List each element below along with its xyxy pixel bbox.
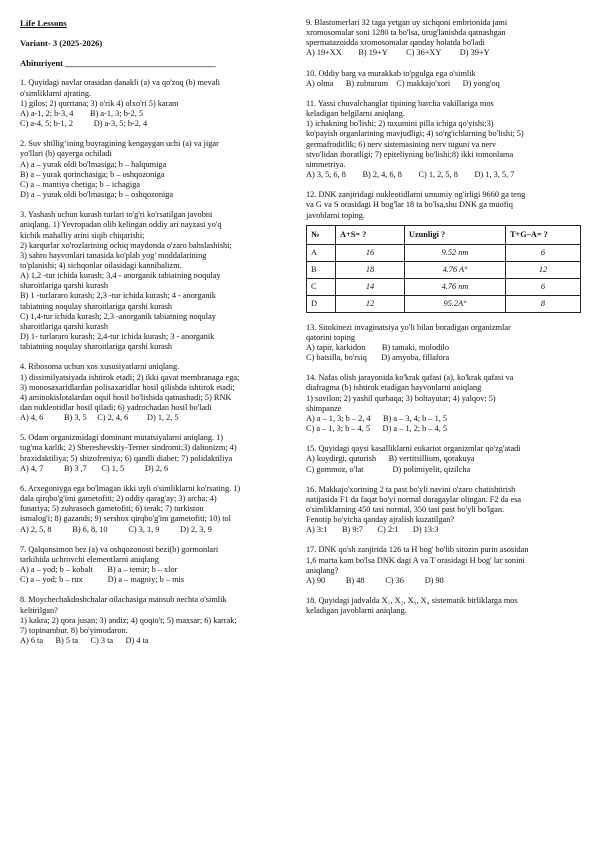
- question-text: 8. Moychechakdoshchalar oilachasiga mansub nechta o'simlik: [20, 595, 227, 605]
- question-block: [306, 18, 582, 59]
- question-text: 4. Ribosoma uchun xos xususiyatlarni aniqlang.: [20, 362, 180, 372]
- table-row: [307, 244, 581, 261]
- table-header-cell: Uzunligi ?: [405, 225, 506, 244]
- table-row: [307, 261, 581, 278]
- question-line: sharoitlariga qarshi kurash: [20, 321, 109, 331]
- question-text: 14. Nafas olish jarayonida ko'krak qafasi (a), ko'krak qafasi va: [306, 373, 514, 383]
- question-line: germafroditlik; 6) nerv sistemasining nerv tuguni va nerv: [306, 139, 497, 149]
- option-letter-cell: D: [307, 295, 336, 312]
- question-block: [306, 444, 582, 474]
- question-text: 1. Quyidagi navlar orasidan danakli (a) va qo'zoq (b) mevali: [20, 78, 221, 88]
- question-line: D) 1- turlararo kurash; 2,4-tur ichida kurash; 3 - anorganik: [20, 332, 215, 342]
- question-line: keladigan belgilarni aniqlang.: [306, 109, 405, 119]
- question-block: [20, 595, 290, 646]
- question-line: ko'payish organlarining mavjudligi; 4) so'rg'ichlarning bo'lishi; 5): [306, 129, 524, 139]
- dna-answer-table: [306, 225, 581, 313]
- question-line: shimpanze: [306, 403, 342, 413]
- table-cell: 9.52 nm: [405, 244, 506, 261]
- question-line: braxidaktiliya; 5) shizofreniya; 6) qandli diabet; 7) polidaktiliya: [20, 453, 233, 463]
- question-block: [306, 69, 582, 89]
- question-line: natijasida F1 da faqat bo'yi normal duragaylar olingan. F2 da esa: [306, 494, 522, 504]
- question-text: 13. Sitokinezi invaginatsiya yo'li bilan boradigan organizmlar: [306, 322, 511, 332]
- question-block: [20, 78, 290, 129]
- left-questions: [20, 78, 290, 646]
- question-line: o'simliklarning 450 tasi normal, 350 tasi past bo'yli bo'lgan.: [306, 505, 505, 514]
- table-cell: 12: [336, 295, 405, 312]
- question-line: 7) topinambur. 8) bo'yimodaron.: [20, 625, 128, 635]
- question-line: diafragma (b) ishtirok etadigan hayvonlarni aniqlang: [306, 383, 482, 393]
- question-line: A) tapir, karkidon B) tamaki, molodilo: [306, 342, 449, 352]
- question-line: A) kuydirgi, quturish B) vertitsillium, qorakuya: [306, 454, 475, 464]
- table-header-cell: T+G–A= ?: [506, 225, 581, 244]
- question-line: o'simliklarni ajrating.: [20, 88, 92, 98]
- question-line: to'planishi; 4) sichqonlar oilasidagi kannibalizm.: [20, 260, 182, 270]
- question-line: 1) suvilon; 2) yashil qurbaqa; 3) boltayutar; 4) yalqov; 5): [306, 393, 496, 403]
- question-line: A) a – 1, 3; b – 2, 4 B) a – 3, 4; b – 1, 5: [306, 413, 448, 423]
- question-line: kichik mahalliy arini siqib chiqarishi;: [20, 230, 145, 240]
- question-block: [20, 433, 290, 474]
- question-line: A) 19+XX B) 19+Y C) 36+XY D) 39+Y: [306, 48, 490, 58]
- question-line: C) batsilla, bo'rsiq D) amyoba, fillafora: [306, 353, 450, 363]
- question-line: Fenotip bo'yicha qanday ajralish kuzatilgan?: [306, 515, 455, 525]
- question-line: 3) monosaxaridlardan polisaxaridlar hosil qilishda ishtirok etadi;: [20, 382, 235, 392]
- question-line: qatorini toping: [306, 332, 356, 342]
- question-block: [306, 545, 582, 586]
- question-text: 7. Qalqonsimon bez (a) va oshqozonosti bezi(b) gormonlari: [20, 544, 219, 554]
- table-cell: 95.2A°: [405, 295, 506, 312]
- table-body: [307, 244, 581, 312]
- question-line: B) a – yurak qorinchasiga; b – oshqozoniga: [20, 169, 165, 179]
- question-text: 2. Suv shilligʻining buyragining kengaygan uchi (a) va jigar: [20, 139, 219, 149]
- option-letter-cell: A: [307, 244, 336, 261]
- question-block: [306, 373, 582, 434]
- question-text: 3. Yashash uchun kurash turlari to'g'ri ko'rsatilgan javobni: [20, 210, 213, 220]
- question-line: spermatazoidda xromosomalar qanday holatda bo'ladi: [306, 38, 485, 48]
- right-column: [306, 18, 582, 616]
- question-text: 11. Yassi chuvalchanglar tipining barcha vakillariga mos: [306, 98, 494, 108]
- question-line: 1) gilos; 2) qurrtana; 3) o'rik 4) olxo'ri 5) karam: [20, 98, 179, 108]
- table-cell: 6: [506, 244, 581, 261]
- question-line: C) a – yod; b – rux D) a – magniy; b – mis: [20, 575, 185, 585]
- question-block: [306, 190, 582, 220]
- question-line: A) a – yod; b – kobalt B) a – temir; b – xlor: [20, 565, 178, 575]
- question-line: 3) sahro hayvonlari tanasida ko'plab yog' moddalarining: [20, 250, 207, 260]
- table-header-row: [307, 225, 581, 244]
- question-line: funariya; 5) zuhrasoch gametofiti; 6) terak; 7) turkiston: [20, 504, 204, 514]
- question-line: C) a-4, 5; b-1, 2 D) a-3, 5; b-2, 4: [20, 119, 148, 129]
- question-line: C) gommoz, o'lat D) polimiyelit, qizilcha: [306, 464, 471, 474]
- table-cell: 14: [336, 278, 405, 295]
- question-block: [20, 210, 290, 352]
- question-line: A) 3:1 B) 9:7 C) 2:1 D) 13:3: [306, 525, 439, 535]
- question-line: xromosomalar soni 1280 ta bo'lsa, urug'lanishda qatnashgan: [306, 28, 506, 38]
- question-line: C) 1,4-tur ichida kurash; 2,3 -anorganik tabiatning noqulay: [20, 311, 216, 321]
- variant-label: Variant- 3 (2025-2026): [20, 38, 103, 49]
- question-text: 12. DNK zanjiridagi nukleotidlarni umumiy og'irligi 9660 ga teng: [306, 190, 526, 200]
- question-line: dala qirqbo'g'imi gametofiti; 2) oddiy qarag'ay; 3) archa; 4): [20, 494, 217, 504]
- question-text: 15. Quyidagi qaysi kasalliklarni eukariot organizmlar qo'zg'atadi: [306, 444, 521, 454]
- question-text: 5. Odam organizmidagi dominant mutatsiyalarni aniqlang. 1): [20, 433, 224, 443]
- question-line: simmetriya.: [306, 159, 346, 169]
- table-row: [307, 278, 581, 295]
- left-column: [20, 18, 290, 646]
- question-line: D) a – yurak oldi bo'lmasiga; b – oshqozoniga: [20, 190, 174, 200]
- right-questions: [306, 18, 582, 221]
- question-line: 2) karqurlar xo'rozlarining ochiq maydonda o'zaro bahslashishi;: [20, 240, 232, 250]
- table-cell: 8: [506, 295, 581, 312]
- question-line: keltirilgan?: [20, 605, 58, 615]
- question-text: 18. Quyidagi jadvalda X₁, X₂, X₃, X₄ sistematik birliklarga mos: [306, 596, 518, 606]
- question-line: tabiatning noqulay sharoitlariga qarshi kurash: [20, 342, 173, 352]
- question-block: [20, 545, 290, 586]
- question-line: 1) dissimilyatsiyada ishtirok etadi; 2) ikki qavat membranaga ega;: [20, 372, 240, 382]
- question-line: 1) kakra; 2) qora jusan; 3) andiz; 4) qoqio't; 5) maxsar; 6) karrak;: [20, 615, 237, 625]
- right-questions-continued: [306, 323, 582, 617]
- table-cell: 6: [506, 278, 581, 295]
- question-line: A) 6 ta B) 5 ta C) 3 ta D) 4 ta: [20, 635, 149, 645]
- question-line: A) 4, 7 B) 3 ,7 C) 1, 5 D) 2, 6: [20, 463, 169, 473]
- question-line: va G va S orasidagi H bog'lar 18 ta bo'lsa,shu DNK ga muofiq: [306, 200, 513, 210]
- question-text: 10. Oddiy barg va murakkab to'pgulga ega o'simlik: [306, 68, 476, 78]
- table-cell: 4.76 nm: [405, 278, 506, 295]
- question-line: 1,6 marta kam bo'lsa DNK dagi A va T orasidagi H bog' lar sonini: [306, 555, 525, 565]
- question-line: tug'ma karlik; 2) Shereshevskiy-Terner sindromi;3) daltonizm; 4): [20, 443, 237, 453]
- question-text: 16. Makkajo'xorining 2 ta past bo'yli navini o'zaro chatishtirish: [306, 484, 516, 494]
- question-block: [20, 484, 290, 535]
- question-line: A) 1,2 -tur ichida kurash; 3,4 - anorganik tabiatning noqulay: [20, 271, 221, 281]
- question-line: A) 90 B) 48 C) 36 D) 98: [306, 575, 444, 585]
- question-line: sharoitlariga qarshi kurash: [20, 281, 109, 291]
- document-title: Life Lessons: [20, 18, 67, 28]
- question-block: [306, 99, 582, 180]
- question-line: 4) aminokislotalardan oqsil hosil bo'lishida qatnashadi; 5) RNK: [20, 392, 232, 402]
- question-line: A) a-1, 2; b-3, 4 B) a-1, 3; b-2, 5: [20, 108, 144, 118]
- table-row: [307, 295, 581, 312]
- question-line: stvo'lidan iboratligi; 7) epiteliyning bo'lishi;8) ikki tomonlama: [306, 149, 514, 159]
- table-cell: 18: [336, 261, 405, 278]
- question-line: dan nukleotidlar hosil qiladi; 6) yadrochadan hosil bo'ladi: [20, 403, 212, 412]
- question-line: A) 2, 5, 8 B) 6, 8, 10 C) 3, 1, 9 D) 2, 3, 9: [20, 524, 212, 534]
- question-line: 1) ichakning bo'lishi; 2) tuxumini pilla ichiga qo'yishi;3): [306, 119, 494, 129]
- question-line: A) 3, 5, 6, 8 B) 2, 4, 6, 8 C) 1, 2, 5, 8 D) 1, 3, 5, 7: [306, 170, 515, 180]
- question-block: [306, 323, 582, 364]
- table-header-cell: №: [307, 225, 336, 244]
- question-text: 6. Arxegoniyga ega bo'lmagan ikki uyli o'simliklarni ko'rsating. 1): [20, 483, 241, 493]
- question-line: C) a – mantiya chetiga; b – ichagiga: [20, 179, 141, 189]
- option-letter-cell: B: [307, 261, 336, 278]
- question-line: keladigan javoblarni aniqlang.: [306, 606, 407, 616]
- question-line: yo'llari (b) qayerga ochiladi: [20, 149, 112, 159]
- question-line: aniqlang?: [306, 565, 339, 575]
- table-cell: 12: [506, 261, 581, 278]
- question-block: [306, 596, 582, 616]
- question-block: [20, 139, 290, 200]
- question-line: tabiatning noqulay sharoitlariga qarshi kurash: [20, 301, 173, 311]
- question-line: B) 1 -turlararo kurash; 2,3 -tur ichida kurash; 4 - anorganik: [20, 291, 216, 301]
- table-cell: 4.76 A°: [405, 261, 506, 278]
- question-line: aniqlang. 1) Yevropadan olib kelingan oddiy ari nayzasi yo'q: [20, 220, 222, 230]
- question-text: 9. Blastomerlari 32 taga yetgan uy sichqoni embrionida jami: [306, 18, 508, 27]
- question-line: A) olma B) zubturum C) makkajo'xori D) yong'oq: [306, 78, 500, 88]
- applicant-field: Abituriyent ___________________________________: [20, 58, 216, 69]
- question-line: C) a – 1, 3; b – 4, 5 D) a – 1, 2; b – 4, 5: [306, 424, 448, 434]
- question-line: ismalog'i; 8) gazands; 9) sershox qirqbo'g'im gametofiti; 10) tol: [20, 514, 231, 524]
- question-line: tarkibida uchrovchi elementlarni aniqlang: [20, 554, 159, 564]
- question-line: javoblarni toping.: [306, 210, 365, 220]
- question-block: [20, 362, 290, 423]
- question-block: [306, 485, 582, 536]
- option-letter-cell: C: [307, 278, 336, 295]
- table-cell: 16: [336, 244, 405, 261]
- question-line: A) 4, 6 B) 3, 5 C) 2, 4, 6 D) 1, 2, 5: [20, 413, 179, 423]
- table-header-cell: A+S= ?: [336, 225, 405, 244]
- question-line: A) a – yurak oldi bo'lmasiga; b – halqumiga: [20, 159, 167, 169]
- question-text: 17. DNK qo'sh zanjirida 126 ta H bog' bo'lib sitozin purin asosidan: [306, 545, 529, 555]
